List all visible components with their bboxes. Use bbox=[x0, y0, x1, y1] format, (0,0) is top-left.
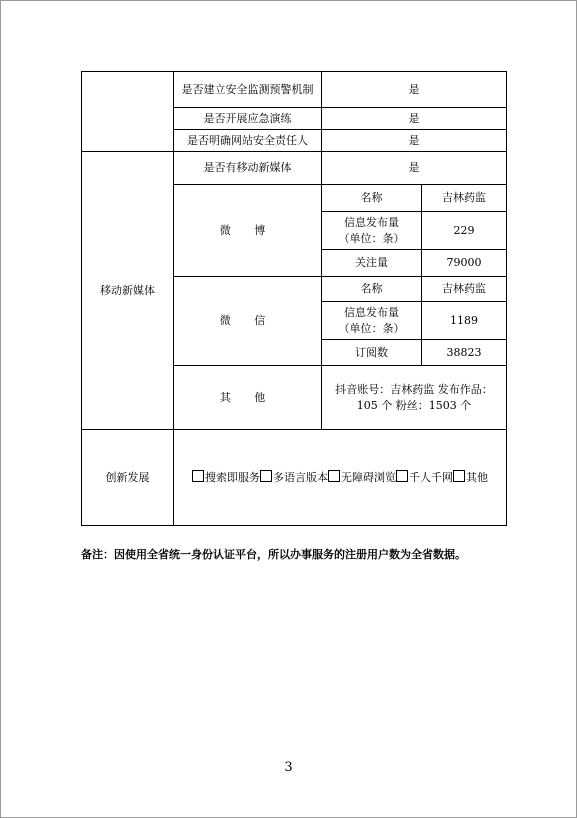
checkbox-icon bbox=[453, 470, 465, 482]
weibo-name-value: 吉林药监 bbox=[422, 185, 507, 212]
row-innovation bbox=[82, 430, 507, 526]
answer-drill: 是 bbox=[322, 108, 507, 130]
other-label: 其 他 bbox=[174, 366, 322, 430]
answer-new-media: 是 bbox=[322, 152, 507, 185]
weibo-posts-label bbox=[322, 212, 422, 250]
question-responsible: 是否明确网站安全责任人 bbox=[174, 130, 322, 152]
weibo-label: 微 博 bbox=[174, 185, 322, 277]
weibo-name-label: 名称 bbox=[322, 185, 422, 212]
option-accessibility[interactable] bbox=[328, 471, 396, 484]
question-new-media: 是否有移动新媒体 bbox=[174, 152, 322, 185]
checkbox-icon bbox=[328, 470, 340, 482]
footnote: 备注：因使用全省统一身份认证平台，所以办事服务的注册用户数为全省数据。 bbox=[81, 548, 466, 561]
weibo-posts-value: 229 bbox=[422, 212, 507, 250]
other-value-line1: 抖音账号：吉林药监 发布作品： bbox=[335, 382, 493, 396]
question-monitoring: 是否建立安全监测预警机制 bbox=[174, 72, 322, 108]
option-label: 无障碍浏览 bbox=[341, 470, 396, 484]
report-table bbox=[81, 71, 507, 526]
other-value-line2: 105 个 粉丝：1503 个 bbox=[356, 398, 472, 412]
option-label: 多语言版本 bbox=[273, 470, 328, 484]
checkbox-icon bbox=[192, 470, 204, 482]
answer-responsible: 是 bbox=[322, 130, 507, 152]
wechat-posts-label-line2: （单位：条） bbox=[338, 321, 405, 335]
wechat-subscribers-value: 38823 bbox=[422, 340, 507, 366]
wechat-name-label: 名称 bbox=[322, 277, 422, 302]
innovation-options bbox=[174, 430, 507, 526]
answer-monitoring: 是 bbox=[322, 72, 507, 108]
option-search-service[interactable] bbox=[192, 471, 260, 484]
checkbox-icon bbox=[396, 470, 408, 482]
weibo-posts-label-line1: 信息发布量 bbox=[344, 215, 399, 229]
wechat-posts-value: 1189 bbox=[422, 302, 507, 340]
option-label: 搜索即服务 bbox=[205, 470, 260, 484]
checkbox-icon bbox=[260, 470, 272, 482]
wechat-name-value: 吉林药监 bbox=[422, 277, 507, 302]
option-multilingual[interactable] bbox=[260, 471, 328, 484]
option-personalized[interactable] bbox=[396, 471, 453, 484]
row-new-media bbox=[82, 152, 507, 185]
wechat-subscribers-label: 订阅数 bbox=[322, 340, 422, 366]
row-monitoring bbox=[82, 72, 507, 108]
wechat-posts-label bbox=[322, 302, 422, 340]
option-label: 其他 bbox=[466, 470, 488, 484]
wechat-label: 微 信 bbox=[174, 277, 322, 366]
weibo-posts-label-line2: （单位：条） bbox=[338, 231, 405, 245]
innovation-label: 创新发展 bbox=[82, 430, 174, 526]
question-drill: 是否开展应急演练 bbox=[174, 108, 322, 130]
other-value bbox=[322, 366, 507, 430]
weibo-followers-label: 关注量 bbox=[322, 250, 422, 277]
wechat-posts-label-line1: 信息发布量 bbox=[344, 305, 399, 319]
weibo-followers-value: 79000 bbox=[422, 250, 507, 277]
option-label: 千人千网 bbox=[409, 470, 453, 484]
option-other[interactable] bbox=[453, 471, 488, 484]
mobile-section-label: 移动新媒体 bbox=[82, 152, 174, 430]
page-number: 3 bbox=[284, 760, 293, 775]
security-section-label-cell bbox=[82, 72, 174, 152]
